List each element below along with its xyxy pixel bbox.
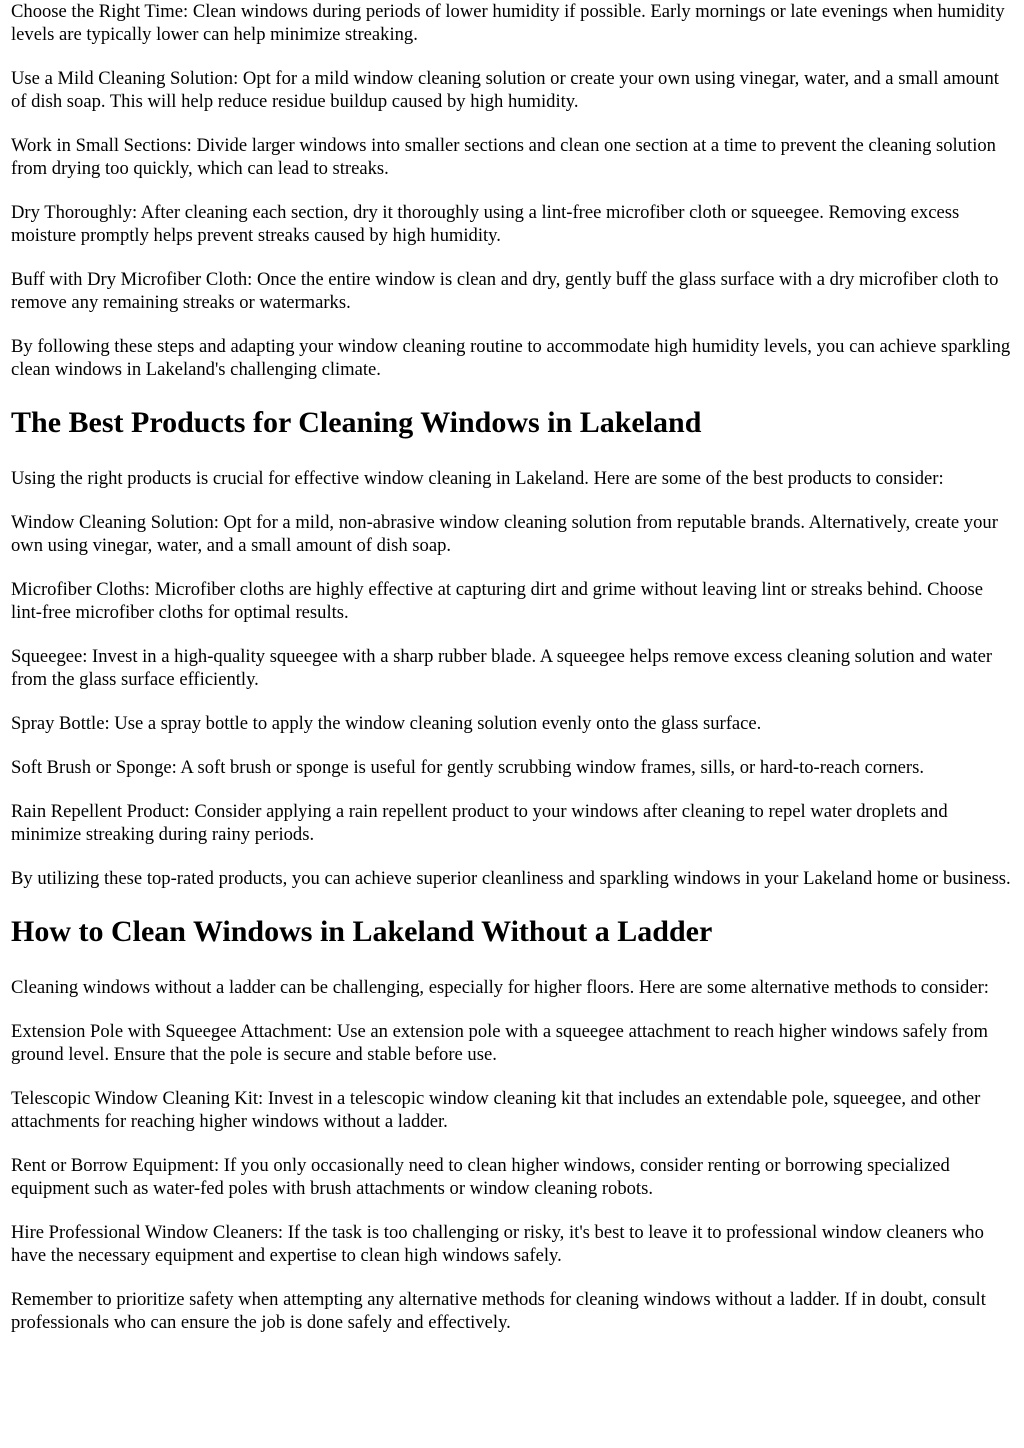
paragraph-right-time: Choose the Right Time: Clean windows during periods of lower humidity if possible. Early mornings or late evenings when humidity levels are typically lower can help minimize streaking. xyxy=(11,1,1005,45)
paragraph-rain-repellent: Rain Repellent Product: Consider applying a rain repellent product to your windows after cleaning to repel water droplets and minimize streaking during rainy periods. xyxy=(11,801,948,845)
section-heading-without-ladder: How to Clean Windows in Lakeland Without a Ladder xyxy=(11,915,713,948)
paragraph-products-conclusion: By utilizing these top-rated products, you can achieve superior cleanliness and sparkling windows in your Lakeland home or business. xyxy=(11,868,1011,889)
paragraph-spray-bottle: Spray Bottle: Use a spray bottle to apply the window cleaning solution evenly onto the glass surface. xyxy=(11,713,762,734)
paragraph-rent-equipment: Rent or Borrow Equipment: If you only occasionally need to clean higher windows, consider renting or borrowing specialized equipment such as water-fed poles with brush attachments or window cleaning robots. xyxy=(11,1155,950,1199)
humidity-tips-section xyxy=(11,0,1014,381)
paragraph-humidity-conclusion: By following these steps and adapting your window cleaning routine to accommodate high humidity levels, you can achieve sparkling clean windows in Lakeland's challenging climate. xyxy=(11,336,1011,380)
paragraph-extension-pole: Extension Pole with Squeegee Attachment: Use an extension pole with a squeegee attachment to reach higher windows safely from ground level. Ensure that the pole is secure and stable before use. xyxy=(11,1021,988,1065)
paragraph-mild-solution: Use a Mild Cleaning Solution: Opt for a mild window cleaning solution or create your own using vinegar, water, and a small amount of dish soap. This will help reduce residue buildup caused by high humidity. xyxy=(11,68,999,112)
paragraph-ladder-conclusion: Remember to prioritize safety when attempting any alternative methods for cleaning windows without a ladder. If in doubt, consult professionals who can ensure the job is done safely and effectively. xyxy=(11,1289,986,1333)
paragraph-products-intro: Using the right products is crucial for effective window cleaning in Lakeland. Here are some of the best products to consider: xyxy=(11,468,944,489)
paragraph-cleaning-solution: Window Cleaning Solution: Opt for a mild, non-abrasive window cleaning solution from reputable brands. Alternatively, create your own using vinegar, water, and a small amount of dish soap. xyxy=(11,512,998,556)
paragraph-telescopic-kit: Telescopic Window Cleaning Kit: Invest in a telescopic window cleaning kit that includes an extendable pole, squeegee, and other attachments for reaching higher windows without a ladder. xyxy=(11,1088,981,1132)
paragraph-buff-cloth: Buff with Dry Microfiber Cloth: Once the entire window is clean and dry, gently buff the glass surface with a dry microfiber cloth to remove any remaining streaks or watermarks. xyxy=(11,269,999,313)
paragraph-hire-professionals: Hire Professional Window Cleaners: If the task is too challenging or risky, it's best to leave it to professional window cleaners who have the necessary equipment and expertise to clean high windows safely. xyxy=(11,1222,984,1266)
paragraph-ladder-intro: Cleaning windows without a ladder can be challenging, especially for higher floors. Here are some alternative methods to consider: xyxy=(11,977,989,998)
paragraph-dry-thoroughly: Dry Thoroughly: After cleaning each section, dry it thoroughly using a lint-free microfiber cloth or squeegee. Removing excess moisture promptly helps prevent streaks caused by high humidity. xyxy=(11,202,960,246)
best-products-section xyxy=(11,406,1014,890)
paragraph-microfiber-cloths: Microfiber Cloths: Microfiber cloths are highly effective at capturing dirt and grime without leaving lint or streaks behind. Choose lint-free microfiber cloths for optimal results. xyxy=(11,579,983,623)
without-ladder-section xyxy=(11,915,1014,1334)
section-heading-best-products: The Best Products for Cleaning Windows in Lakeland xyxy=(11,406,702,439)
paragraph-small-sections: Work in Small Sections: Divide larger windows into smaller sections and clean one section at a time to prevent the cleaning solution from drying too quickly, which can lead to streaks. xyxy=(11,135,996,179)
paragraph-soft-brush: Soft Brush or Sponge: A soft brush or sponge is useful for gently scrubbing window frames, sills, or hard-to-reach corners. xyxy=(11,757,925,778)
paragraph-squeegee: Squeegee: Invest in a high-quality squeegee with a sharp rubber blade. A squeegee helps remove excess cleaning solution and water from the glass surface efficiently. xyxy=(11,646,993,690)
